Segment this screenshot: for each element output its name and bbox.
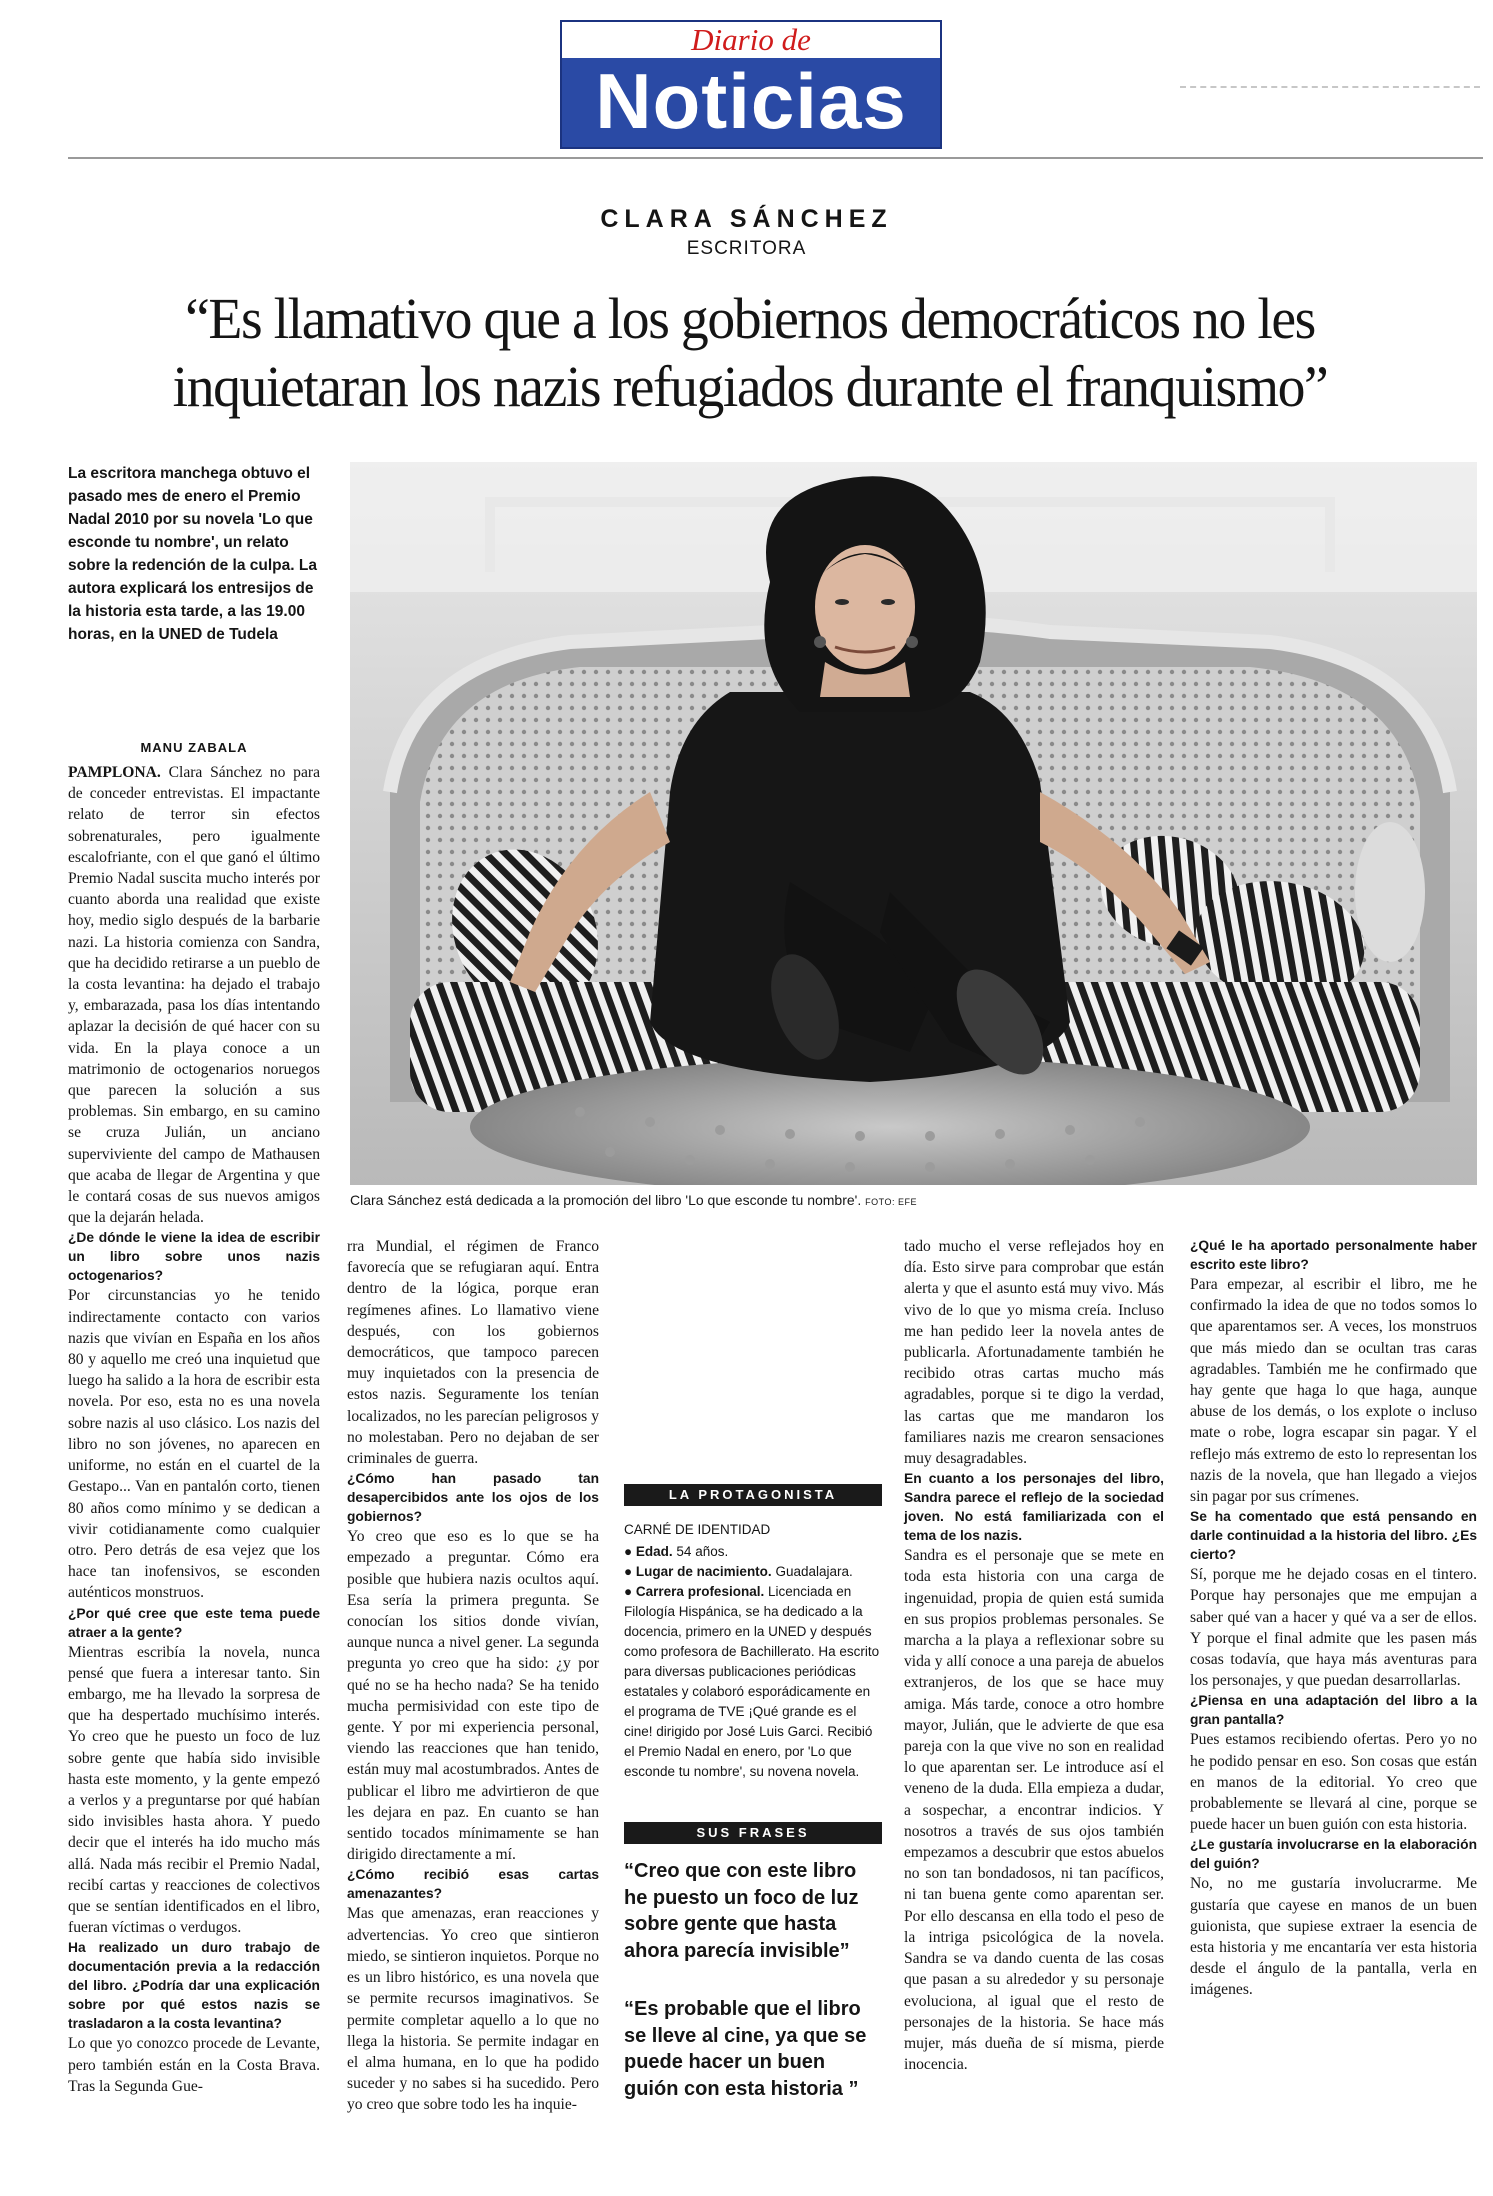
interview-answer: Mas que amenazas, eran reacciones y advertencias. Yo creo que sintieron miedo, se sintieron inquietos. Porque no es un libro histórico, es una novela que se permite recursos imaginativos. Se permite completar aquello a lo que no llega la historia. Se permite indagar en el alma humana, en lo que ha podido suceder y no sabes si ha sucedido. Pero yo creo que sobre todo les ha inquie- <box>347 1905 599 2114</box>
birthplace-row: ● Lugar de nacimiento. Guadalajara. <box>624 1564 853 1579</box>
identity-card-title: CARNÉ DE IDENTIDAD <box>624 1522 771 1537</box>
pull-quote-2: “Es probable que el libro se lleve al cine, ya que se puede hacer un buen guión con esta historia ” <box>624 1998 867 2100</box>
interview-answer: Pues estamos recibiendo ofertas. Pero yo no he podido pensar en eso. Son cosas que están en manos de la editorial. Yo creo que probablemente se llevará al cine, porque se puede hacer un buen guión con esta historia. <box>1190 1731 1477 1834</box>
interview-answer: No, no me gustaría involucrarme. Me gustaría que cayese en manos de un buen guionista, que supiese extraer la esencia de esta historia y me encantaría ver esta historia desde el ángulo de la pantalla, verla en imágenes. <box>1190 1875 1477 1999</box>
article-column-2 <box>347 1236 599 2116</box>
interview-question: Se ha comentado que está pensando en darle continuidad a la historia del libro. ¿Es cierto? <box>1190 1509 1477 1563</box>
lede: La escritora manchega obtuvo el pasado mes de enero el Premio Nadal 2010 por su novela 'Lo que esconde tu nombre', un relato sobre la redención de la culpa. La autora explicará los entresijos de la historia esta tarde, a las 19.00 horas, en la UNED de Tudela <box>68 465 317 643</box>
interview-answer: tado mucho el verse reflejados hoy en día. Esto sirve para comprobar que están alerta y que el asunto está muy vivo. Más vivo de lo que yo misma creía. Incluso me han pedido leer la novela antes de publicarla. Afortunadamente también he recibido otras cartas mucho más agradables, porque si te digo la verdad, las cartas que me mandaron los familiares nazis me crearon sensaciones muy desagradables. <box>904 1238 1164 1468</box>
scan-marks <box>1180 86 1480 90</box>
interview-question: Ha realizado un duro trabajo de documentación previa a la redacción del libro. ¿Podría dar una explicación sobre por qué estos nazis se trasladaron a la costa levantina? <box>68 1940 320 2032</box>
dateline: PAMPLONA. <box>68 764 161 781</box>
age-value: 54 años. <box>672 1544 729 1559</box>
interview-answer: Sandra es el personaje que se mete en toda esta historia con una carga de ingenuidad, propia de quien está sumida en sus propios problemas personales. Se marcha a la playa a reflexionar sobre su vida y allí conoce a una pareja de abuelos extranjeros, de los que se hace muy amiga. Más tarde, conoce a otro hombre mayor, Julián, que le advierte de que esa pareja con la que vive no son en realidad lo que aparentan ser. Le introduce así el veneno de la duda. Ella empieza a dudar, a sospechar, a encontrar indicios. Y nosotros a través de sus ojos también empezamos a descubrir que estos abuelos no son tan bondadosos, ni tan pacíficos, ni tan buena gente como aparentan ser. Por ello descansa en ella todo el peso de la intriga psicológica de la novela. Sandra se va dando cuenta de las cosas que pasan a su alrededor y su personaje evoluciona, al igual que el resto de personajes de la historia. Se hace más mujer, más dueña de sí misma, pierde inocencia. <box>904 1547 1164 2074</box>
career-label: Carrera profesional. <box>635 1584 765 1599</box>
career-value: Licenciada en Filología Hispánica, se ha dedicado a la docencia, primero en la UNED y después como profesora de Bachillerato. Ha escrito para diversas publicaciones periódicas estatales y colaboró esporádicamente en el programa de TVE ¡Qué grande es el cine! dirigido por José Luis Garci. Recibió el Premio Nadal en enero, por 'Lo que esconde tu nombre', su novena novela. <box>624 1584 880 1779</box>
interview-answer: Lo que yo conozco procede de Levante, pero también están en la Costa Brava. Tras la Segunda Gue- <box>68 2035 320 2095</box>
interview-question: ¿Cómo han pasado tan desapercibidos ante los ojos de los gobiernos? <box>347 1471 599 1525</box>
author-photo <box>350 462 1477 1185</box>
interview-answer: Yo creo que eso es lo que se ha empezado a preguntar. Cómo era posible que hubiera nazis ocultos aquí. Esa sería la primera pregunta. Se conocían los sitios donde vivían, aunque nunca a nivel gener. La segunda pregunta yo creo que ha sido: ¿y por qué no se ha hecho nada? Se ha tenido mucha permisividad con este tipo de gente. Y por mi experiencia personal, viendo las reacciones que han tenido, están muy mal acostumbrados. Antes de publicar el libro me advirtieron de que les dejara en paz. En cuanto se han sentido tocados mínimamente se han dirigido directamente a mí. <box>347 1528 599 1864</box>
age-row: ● Edad. 54 años. <box>624 1544 729 1559</box>
identity-card <box>624 1520 882 1782</box>
interviewee-name: CLARA SÁNCHEZ <box>600 205 893 233</box>
interview-question: En cuanto a los personajes del libro, Sandra parece el reflejo de la sociedad joven. No está familiarizada con el tema de los nazis. <box>904 1471 1164 1544</box>
article-column-3 <box>904 1236 1164 2075</box>
masthead-kicker: Diario de <box>562 22 940 58</box>
article-column-1 <box>68 762 320 2097</box>
quotes-box-header: SUS FRASES <box>624 1822 882 1844</box>
article-column-4 <box>1190 1236 1477 2001</box>
pull-quote-1: “Creo que con este libro he puesto un foco de luz sobre gente que hasta ahora parecía invisible” <box>624 1860 859 1962</box>
header-rule <box>68 157 1483 159</box>
interview-answer: Para empezar, al escribir el libro, me he confirmado la idea de que no todos somos lo que aparentamos ser. A veces, los monstruos que más miedo dan se ocultan tras caras agradables. También me he confirmado que hay gente que haga lo que haga, aunque abuse de los demás, o los explote o incluso mate o robe, logra escapar sin pagar. Y el reflejo más extremo de esto lo representan los nazis de la novela, que han llegado a viejos sin pagar por sus crímenes. <box>1190 1276 1477 1506</box>
headline-line-2: inquietaran los nazis refugiados durante el franquismo” <box>172 354 1328 419</box>
interview-question: ¿Cómo recibió esas cartas amenazantes? <box>347 1867 599 1902</box>
masthead-logo <box>560 20 942 149</box>
photo-caption <box>350 1192 1477 1208</box>
byline: MANU ZABALA <box>140 740 248 755</box>
caption-text: Clara Sánchez está dedicada a la promoción del libro 'Lo que esconde tu nombre'. <box>350 1192 862 1208</box>
headline-line-1: “Es llamativo que a los gobiernos democráticos no les <box>185 286 1315 351</box>
masthead-name: Noticias <box>595 57 907 145</box>
interview-answer: Por circunstancias yo he tenido indirectamente contacto con varios nazis que vivían en España en los años 80 y aquello me creó una inquietud que luego ha salido a la hora de escribir esta novela. Por eso, esta no es una novela sobre nazis al uso clásico. Los nazis del libro no son jóvenes, no aparecen en uniforme, no están en el cuartel de la Gestapo... Van en pantalón corto, tienen 80 años como mínimo y se dedican a vivir cotidianamente como cualquier otro. Pero detrás de esa vejez que los hace tan inofensivos, se esconden auténticos monstruos. <box>68 1287 320 1602</box>
career-row: ● Carrera profesional. Licenciada en Filología Hispánica, se ha dedicado a la docencia, primero en la UNED y después como profesora de Bachillerato. Ha escrito para diversas publicaciones periódicas estatales y colaboró esporádicamente en el programa de TVE ¡Qué grande es el cine! dirigido por José Luis Garci. Recibió el Premio Nadal en enero, por 'Lo que esconde tu nombre', su novena novela. <box>624 1584 880 1779</box>
age-label: Edad. <box>635 1544 673 1559</box>
interview-question: ¿Le gustaría involucrarse en la elaboración del guión? <box>1190 1837 1477 1872</box>
birthplace-label: Lugar de nacimiento. <box>635 1564 772 1579</box>
interview-question: ¿Por qué cree que este tema puede atraer a la gente? <box>68 1605 320 1640</box>
interview-question: ¿De dónde le viene la idea de escribir un libro sobre unos nazis octogenarios? <box>68 1230 320 1284</box>
article-intro: PAMPLONA. Clara Sánchez no para de conceder entrevistas. El impactante relato de terror sin efectos sobrenaturales, pero igualmente escalofriante, con el que ganó el último Premio Nadal suscita mucho interés por cuanto aborda una realidad que existe hoy, medio siglo después de la barbarie nazi. La historia comienza con Sandra, que ha decidido retirarse a un pueblo de la costa levantina: ha dejado el trabajo y, embarazada, pasa los días intentando aplazar la decisión de qué hacer con su vida. En la playa conoce a un matrimonio de octogenarios noruegos que parecen la solución a sus problemas. Sin embargo, en su camino se cruza Julián, un anciano superviviente del campo de Mathausen que acaba de llegar de Argentina y que le contará cosas de sus nuevos amigos que la dejarán helada. <box>68 764 320 1227</box>
interview-answer: Sí, porque me he dejado cosas en el tintero. Porque hay personajes que me empujan a saber qué van a hacer y qué va a ser de ellos. Y porque el final admite que les pasen más cosas todavía, que haya más aventuras para los personajes, y que puedan desarrollarlas. <box>1190 1566 1477 1690</box>
protagonist-box-header: LA PROTAGONISTA <box>624 1484 882 1506</box>
interview-answer: rra Mundial, el régimen de Franco favorecía que se refugiaran aquí. Entra dentro de la lógica, porque eran regímenes afines. Lo llamativo viene después, con los gobiernos democráticos, que tampoco parecen muy inquietados con la presencia de estos nazis. Seguramente los tenían localizados, no les parecían peligrosos y no molestaban. Pero no dejaban de ser criminales de guerra. <box>347 1238 599 1468</box>
interview-answer: Mientras escribía la novela, nunca pensé que fuera a interesar tanto. Sin embargo, me ha llevado la sorpresa de que ha despertado muchísimo interés. Yo creo que he puesto un foco de luz sobre gente que había sido invisible hasta este momento, y la gente empezó a verlos y a preguntarse por qué habían sido invisibles hasta ahora. Y puedo decir que el interés ha ido mucho más allá. Nada más recibir el Premio Nadal, recibí cartas y reacciones de colectivos que se sentían identificados en el libro, fueran víctimas o verdugos. <box>68 1643 320 1937</box>
interview-question: ¿Qué le ha aportado personalmente haber escrito este libro? <box>1190 1238 1477 1272</box>
interviewee-role: ESCRITORA <box>686 238 807 259</box>
interview-question: ¿Piensa en una adaptación del libro a la gran pantalla? <box>1190 1693 1477 1728</box>
photo-credit: FOTO: EFE <box>865 1197 917 1207</box>
headline <box>68 285 1431 421</box>
birthplace-value: Guadalajara. <box>771 1564 853 1579</box>
